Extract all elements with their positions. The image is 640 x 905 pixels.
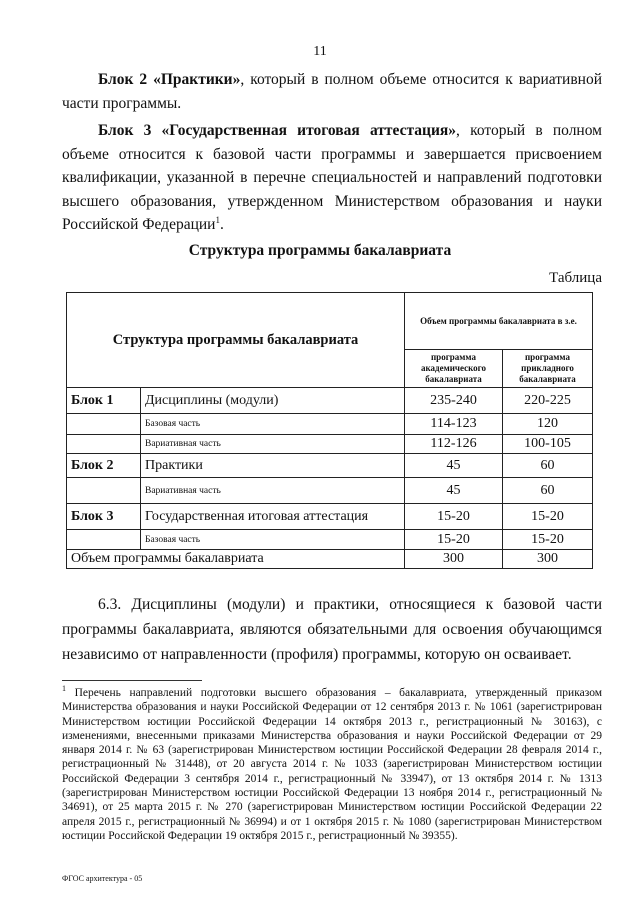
name-cell: Базовая часть	[141, 414, 405, 435]
applied-cell: 220-225	[503, 388, 593, 414]
block3-text: , который в полном объеме относится к базовой части программы и завершается присвоением квалификации, указанной в перечне специальностей и направлений подготовки высшего образования, утвержденном Министерством образования и науки Российской Федерации	[62, 122, 602, 233]
applied-cell: 100-105	[503, 435, 593, 454]
footnote-reference[interactable]: 1	[215, 214, 220, 225]
name-cell: Государственная итоговая аттестация	[141, 504, 405, 530]
table-row	[67, 504, 593, 530]
block2-text: , который в полном объеме относится к вариативной части программы.	[62, 71, 602, 112]
footnote	[62, 686, 602, 843]
applied-cell: 15-20	[503, 530, 593, 550]
block2-title: Блок 2 «Практики»	[98, 71, 241, 88]
header-academic: программа академического бакалавриата	[405, 350, 503, 388]
total-applied: 300	[503, 550, 593, 569]
footnote-marker: 1	[62, 684, 66, 694]
total-academic: 300	[405, 550, 503, 569]
block-cell	[67, 414, 141, 435]
applied-cell: 15-20	[503, 504, 593, 530]
table-row	[67, 530, 593, 550]
table-total-row	[67, 550, 593, 569]
block3-title: Блок 3 «Государственная итоговая аттестация»	[98, 122, 457, 139]
block-cell: Блок 2	[67, 454, 141, 478]
table-row	[67, 454, 593, 478]
table-label: Таблица	[549, 270, 602, 286]
block2-paragraph	[62, 68, 602, 115]
section-6-3-paragraph: 6.3. Дисциплины (модули) и практики, относящиеся к базовой части программы бакалавриата, являются обязательными для освоения обучающимся независимо от направленности (профиля) программы, которую он осваивает.	[62, 596, 602, 663]
block3-paragraph	[62, 119, 602, 237]
academic-cell: 114-123	[405, 414, 503, 435]
page-footer: ФГОС архитектура - 05	[62, 874, 143, 883]
header-structure: Структура программы бакалавриата	[67, 293, 405, 388]
block-cell	[67, 478, 141, 504]
academic-cell: 15-20	[405, 504, 503, 530]
academic-cell: 112-126	[405, 435, 503, 454]
header-applied: программа прикладного бакалавриата	[503, 350, 593, 388]
name-cell: Базовая часть	[141, 530, 405, 550]
table-row	[67, 478, 593, 504]
page-number: 11	[313, 44, 327, 59]
name-cell: Вариативная часть	[141, 435, 405, 454]
academic-cell: 45	[405, 454, 503, 478]
applied-cell: 60	[503, 478, 593, 504]
table-row	[67, 388, 593, 414]
block-cell	[67, 435, 141, 454]
applied-cell: 60	[503, 454, 593, 478]
block-cell	[67, 530, 141, 550]
header-volume: Объем программы бакалавриата в з.е.	[405, 293, 593, 350]
name-cell: Вариативная часть	[141, 478, 405, 504]
academic-cell: 45	[405, 478, 503, 504]
block-cell: Блок 1	[67, 388, 141, 414]
name-cell: Дисциплины (модули)	[141, 388, 405, 414]
footnote-divider	[62, 680, 202, 681]
block3-end: .	[219, 216, 224, 233]
academic-cell: 235-240	[405, 388, 503, 414]
table-row	[67, 414, 593, 435]
table-row	[67, 435, 593, 454]
program-structure-table	[66, 292, 593, 569]
total-label: Объем программы бакалавриата	[67, 550, 405, 569]
footnote-text: Перечень направлений подготовки высшего образования – бакалавриата, утвержденный приказом Министерства образования и науки Российской Федерации от 12 сентября 2013 г. № 1061 (зарегистрирован Министерством юстиции Российской Федерации 14 октября 2013 г., регистрационный № 30163), с изменениями, внесенными приказами Министерства образования и науки Российской Федерации от 29 января 2014 г. № 63 (зарегистрирован Министерством юстиции Российской Федерации 28 февраля 2014 г., регистрационный № 31448), от 20 августа 2014 г. № 1033 (зарегистрирован Министерством юстиции Российской Федерации 3 сентября 2014 г., регистрационный № 33947), от 13 октября 2014 г. № 1313 (зарегистрирован Министерством юстиции Российской Федерации 13 ноября 2014 г., регистрационный № 34691), от 25 марта 2015 г. № 270 (зарегистрирован Министерством юстиции Российской Федерации 22 апреля 2015 г., регистрационный № 36994) и от 1 октября 2015 г. № 1080 (зарегистрирован Министерством юстиции Российской Федерации 19 октября 2015 г., регистрационный № 39355).	[62, 687, 602, 842]
table-title: Структура программы бакалавриата	[188, 242, 452, 259]
applied-cell: 120	[503, 414, 593, 435]
academic-cell: 15-20	[405, 530, 503, 550]
block-cell: Блок 3	[67, 504, 141, 530]
name-cell: Практики	[141, 454, 405, 478]
